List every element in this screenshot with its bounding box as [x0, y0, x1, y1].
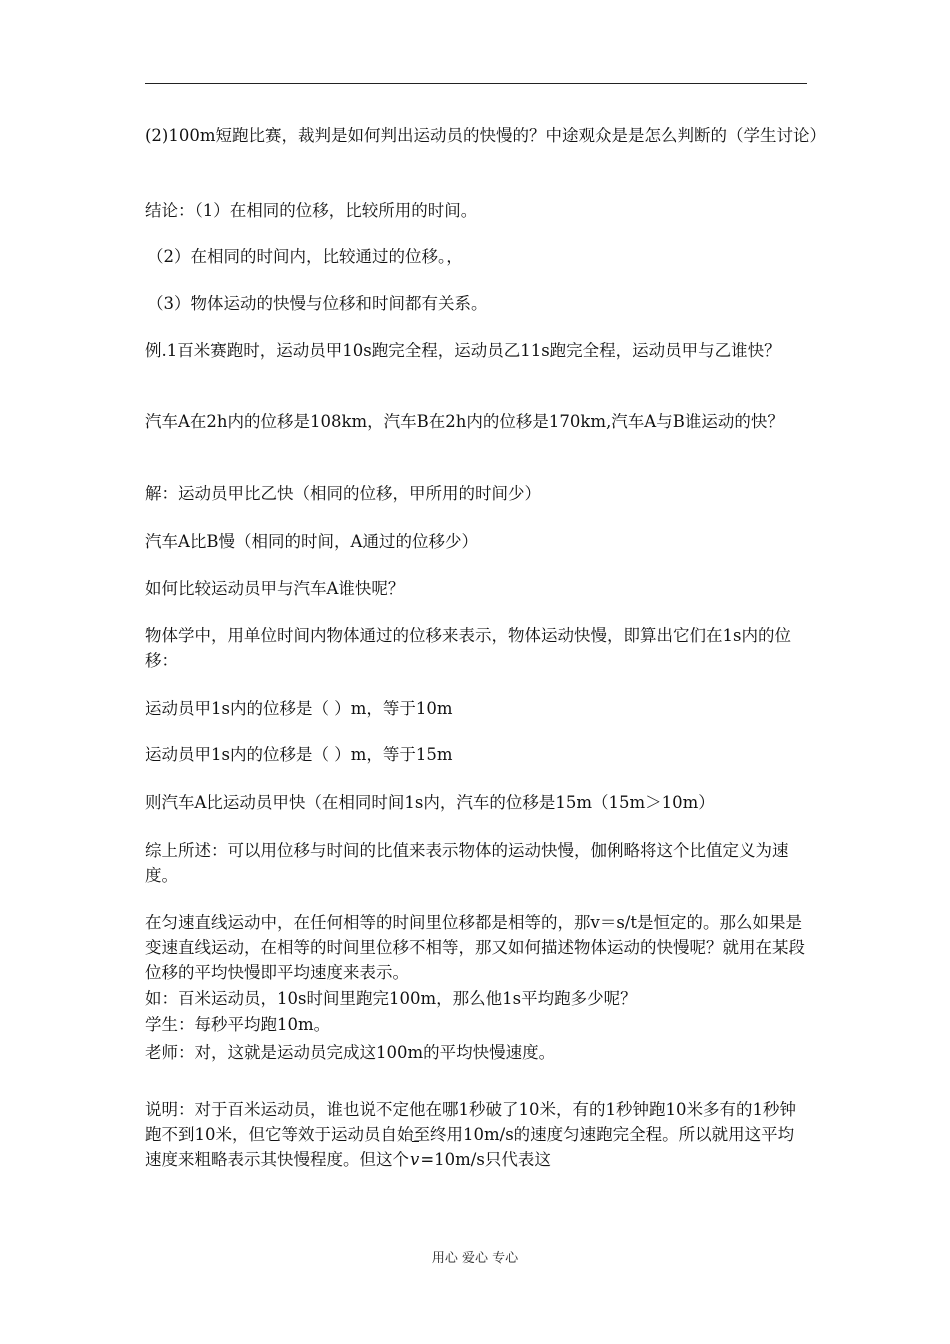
paragraph-conclusion: 结论：（1）在相同的位移，比较所用的时间。 [145, 201, 478, 220]
paragraph-question: 如何比较运动员甲与汽车A谁快呢？ [145, 579, 405, 598]
paragraph-student: 学生：每秒平均跑10m。 [145, 1015, 331, 1034]
paragraph-uniform-motion: 在匀速直线运动中，在任何相等的时间里位移都是相等的，那v＝s/t是恒定的。那么如果是变速直线运动，在相等的时间里位移不相等，那又如何描述物体运动的快慢呢？就用在某段位移的平均快慢即平均速度来表示。 [145, 913, 805, 982]
paragraph-definition: 物体学中，用单位时间内物体通过的位移来表示，物体运动快慢，即算出它们在1s内的位移： [145, 626, 791, 670]
paragraph-comparison: 则汽车A比运动员甲快（在相同时间1s内，汽车的位移是15m（15m＞10m） [145, 793, 715, 812]
paragraph-example-cars: 汽车A在2h内的位移是108km，汽车B在2h内的位移是170km,汽车A与B谁运动的快？ [145, 412, 784, 431]
paragraph-runner-displacement: 运动员甲1s内的位移是（ ）m，等于10m [145, 699, 453, 718]
header-rule [145, 83, 807, 84]
average-velocity-symbol: v [409, 1147, 420, 1172]
explanation-tail: =10m/s只代表这 [420, 1150, 551, 1169]
paragraph-example-runner: 如：百米运动员，10s时间里跑完100m，那么他1s平均跑多少呢？ [145, 989, 637, 1008]
paragraph-conclusion-3: （3）物体运动的快慢与位移和时间都有关系。 [147, 294, 488, 313]
paragraph-teacher: 老师：对，这就是运动员完成这100m的平均快慢速度。 [145, 1043, 556, 1062]
paragraph-car-displacement: 运动员甲1s内的位移是（ ）m，等于15m [145, 745, 453, 764]
paragraph-explanation [145, 1097, 807, 1172]
paragraph-conclusion-2: （2）在相同的时间内，比较通过的位移。， [147, 247, 463, 266]
paragraph-solution: 解：运动员甲比乙快（相同的位移，甲所用的时间少） [145, 484, 541, 503]
paragraph-solution-2: 汽车A比B慢（相同的时间，A通过的位移少） [145, 532, 478, 551]
paragraph-1: (2)100m短跑比赛，裁判是如何判出运动员的快慢的？中途观众是是怎么判断的（学生讨论） [145, 126, 827, 145]
paragraph-example-1: 例.1百米赛跑时，运动员甲10s跑完全程，运动员乙11s跑完全程，运动员甲与乙谁快？ [145, 341, 781, 360]
paragraph-summary: 综上所述：可以用位移与时间的比值来表示物体的运动快慢，伽俐略将这个比值定义为速度。 [145, 841, 789, 885]
page-footer: 用心 爱心 专心 [431, 1251, 519, 1266]
explanation-text: 说明：对于百米运动员，谁也说不定他在哪1秒破了10米，有的1秒钟跑10米多有的1秒钟跑不到10米，但它等效于运动员自始至终用10m/s的速度匀速跑完全程。所以就用这平均速度来粗略表示其快慢程度。但这个 [145, 1100, 796, 1169]
